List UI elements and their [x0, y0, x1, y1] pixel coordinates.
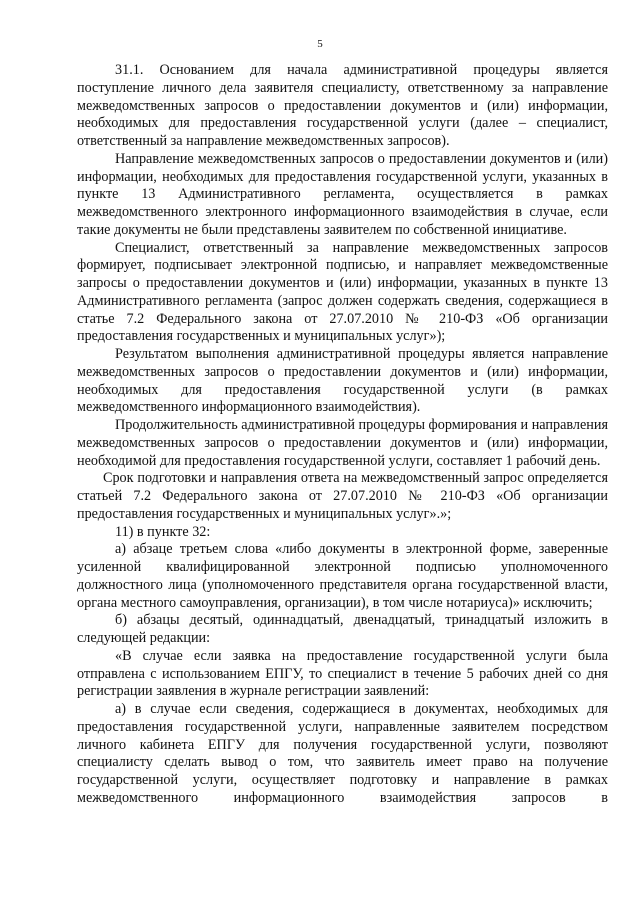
paragraph-specialist-forms: Специалист, ответственный за направление межведомственных запросов формирует, подписывает электронной подписью, и направляет межведомственные запросы о предоставлении документов и (или) информации, указанных в пункте 13 Административного регламента (запрос должен содержать сведения, содержащиеся в статье 7.2 Федерального закона от 27.07.2010 № 210-ФЗ «Об организации предоставления государственных и муниципальных услуг»);: [77, 239, 608, 345]
page-number: 5: [317, 38, 323, 50]
paragraph-item-11: 11) в пункте 32:: [115, 523, 211, 540]
paragraph-sending-requests: Направление межведомственных запросов о предоставлении документов и (или) информации, необходимых для предоставления государственной услуги, указанных в пункте 13 Административного регламента, осуществляется в рамках межведомственного электронного информационного взаимодействия в случае, если такие документы не были представлены заявителем по собственной инициативе.: [77, 150, 608, 238]
paragraph-epgu-subitem-a: а) в случае если сведения, содержащиеся в документах, необходимых для предоставления государственной услуги, направленные заявителем посредством личного кабинета ЕПГУ для получения государственной услуги, позволяют специалисту сделать вывод о том, что заявитель имеет право на получение государственной услуги, осуществляет подготовку и направление в рамках межведомственного информационного взаимодействия запросов в: [77, 701, 608, 806]
paragraph-epgu-case: «В случае если заявка на предоставление государственной услуги была отправлена с использованием ЕПГУ, то специалист в течение 5 рабочих дней со дня регистрации заявления в журнале регистрации заявлений:: [77, 647, 608, 700]
paragraph-subitem-a: а) абзаце третьем слова «либо документы в электронной форме, заверенные усиленной квалифицированной электронной подписью уполномоченного должностного лица (уполномоченного представителя органа государственной власти, органа местного самоуправления, организации), в том числе нотариуса)» исключить;: [77, 541, 608, 611]
paragraph-subitem-b: б) абзацы десятый, одиннадцатый, двенадцатый, тринадцатый изложить в следующей редакции:: [77, 612, 608, 646]
paragraph-response-deadline: Срок подготовки и направления ответа на межведомственный запрос определяется статьей 7.2 Федерального закона от 27.07.2010 № 210-ФЗ «Об организации предоставления государственных и муниципальных услуг».»;: [77, 470, 608, 522]
paragraph-duration: Продолжительность административной процедуры формирования и направления межведомственных запросов о предоставлении документов и (или) информации, необходимой для предоставления государственной услуги, составляет 1 рабочий день.: [77, 417, 608, 469]
paragraph-basis: 31.1. Основанием для начала административной процедуры является поступление личного дела заявителя специалисту, ответственному за направление межведомственных запросов о предоставлении документов и (или) информации, необходимых для предоставления государственной услуги (далее – специалист, ответственный за направление межведомственных запросов).: [77, 62, 608, 149]
document-body: [77, 62, 608, 808]
paragraph-result: Результатом выполнения административной процедуры является направление межведомственных запросов о предоставлении документов и (или) информации, необходимых для предоставления государственной услуги (в рамках межведомственного информационного взаимодействия).: [77, 346, 608, 416]
